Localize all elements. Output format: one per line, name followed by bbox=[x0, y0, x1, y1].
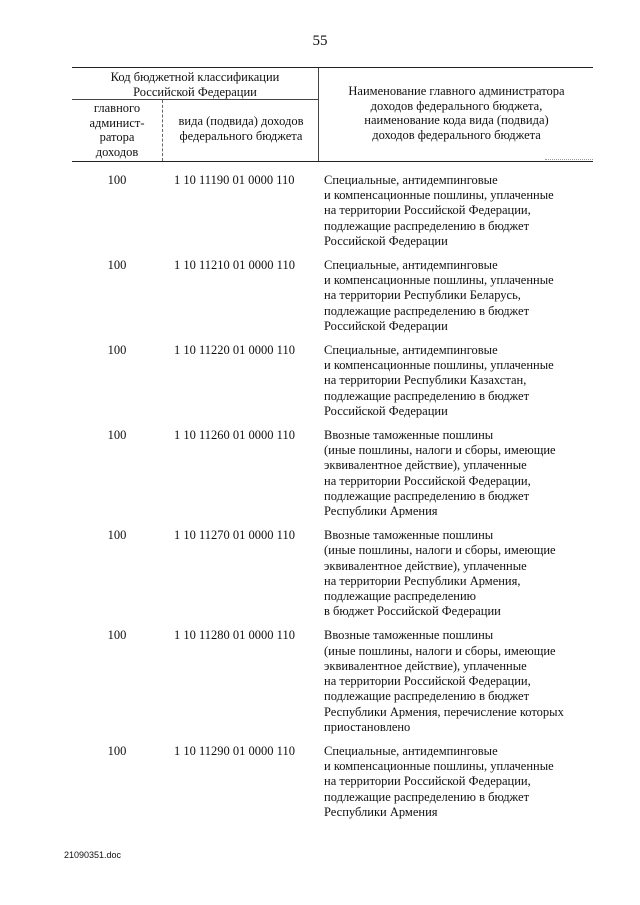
income-name-line: и компенсационные пошлины, уплаченные bbox=[324, 188, 554, 203]
header-divider bbox=[318, 68, 319, 161]
budget-code-cell: 1 10 11190 01 0000 110 bbox=[174, 173, 295, 187]
income-name-line: приостановлено bbox=[324, 719, 411, 734]
income-name-line: подлежащие распределению в бюджет bbox=[324, 789, 530, 804]
income-name-line: и компенсационные пошлины, уплаченные bbox=[324, 358, 554, 373]
income-name-line: на территории Республики Казахстан, bbox=[324, 373, 527, 388]
income-name-line: Российской Федерации bbox=[324, 233, 448, 248]
admin-code-cell: 100 bbox=[107, 743, 127, 758]
page-number: 55 bbox=[312, 33, 328, 49]
income-name-cell bbox=[324, 528, 593, 619]
income-name-cell bbox=[324, 428, 593, 519]
income-name-line: эквивалентное действие), уплаченные bbox=[324, 658, 527, 673]
income-name-line: подлежащие распределению в бюджет bbox=[324, 303, 530, 318]
table-row bbox=[72, 744, 593, 820]
income-name-line: на территории Российской Федерации, bbox=[324, 203, 531, 218]
admin-code-cell: 100 bbox=[107, 258, 127, 273]
admin-code-cell: 100 bbox=[107, 628, 127, 643]
admin-code-cell: 100 bbox=[107, 428, 127, 443]
header-code-group: Код бюджетной классификации Российской Федерации bbox=[110, 70, 280, 99]
table-row bbox=[72, 258, 593, 334]
income-name-line: на территории Российской Федерации, bbox=[324, 473, 531, 488]
budget-code-cell: 1 10 11290 01 0000 110 bbox=[174, 743, 295, 758]
header-subdivider bbox=[72, 99, 318, 100]
income-name-line: эквивалентное действие), уплаченные bbox=[324, 558, 527, 573]
table-row bbox=[72, 343, 593, 419]
income-name-cell bbox=[324, 343, 593, 419]
table-row bbox=[72, 528, 593, 619]
income-name-line: и компенсационные пошлины, уплаченные bbox=[324, 273, 554, 288]
header-subcolumn-divider bbox=[162, 100, 163, 161]
income-name-line: подлежащие распределению в бюджет bbox=[324, 218, 530, 233]
income-name-line: Специальные, антидемпинговые bbox=[324, 173, 498, 187]
budget-code-cell: 1 10 11260 01 0000 110 bbox=[174, 428, 295, 443]
income-name-line: подлежащие распределению в бюджет bbox=[324, 689, 530, 704]
table-body bbox=[72, 173, 593, 829]
income-name-cell bbox=[324, 744, 593, 820]
table-header bbox=[72, 67, 593, 162]
income-name-line: Российской Федерации bbox=[324, 318, 448, 333]
header-kind-column: вида (подвида) доходов федерального бюджета bbox=[178, 114, 304, 143]
budget-code-cell: 1 10 11270 01 0000 110 bbox=[174, 528, 295, 543]
income-name-line: эквивалентное действие), уплаченные bbox=[324, 458, 527, 473]
income-name-line: на территории Республики Беларусь, bbox=[324, 288, 521, 303]
income-name-cell bbox=[324, 628, 593, 734]
income-name-line: Специальные, антидемпинговые bbox=[324, 743, 498, 758]
budget-code-cell: 1 10 11220 01 0000 110 bbox=[174, 343, 295, 358]
income-name-line: на территории Российской Федерации, bbox=[324, 774, 531, 789]
admin-code-cell: 100 bbox=[107, 343, 127, 358]
income-name-line: в бюджет Российской Федерации bbox=[324, 604, 501, 619]
budget-code-cell: 1 10 11280 01 0000 110 bbox=[174, 628, 295, 643]
table-row bbox=[72, 628, 593, 734]
income-name-line: и компенсационные пошлины, уплаченные bbox=[324, 759, 554, 774]
budget-code-cell: 1 10 11210 01 0000 110 bbox=[174, 258, 295, 273]
income-name-line: Республики Армения bbox=[324, 504, 438, 519]
income-name-line: Республики Армения bbox=[324, 804, 438, 819]
income-name-cell bbox=[324, 258, 593, 334]
header-name-column: Наименование главного администратора доходов федерального бюджета, наименование кода вида (подвида) доходов федерального бюджета bbox=[348, 84, 565, 142]
footer-filename: 21090351.doc bbox=[64, 850, 122, 860]
income-name-line: (иные пошлины, налоги и сборы, имеющие bbox=[324, 543, 556, 558]
income-name-line: Ввозные таможенные пошлины bbox=[324, 528, 494, 543]
income-name-line: подлежащие распределению bbox=[324, 589, 476, 604]
income-name-line: подлежащие распределению в бюджет bbox=[324, 488, 530, 503]
income-name-line: Ввозные таможенные пошлины bbox=[324, 428, 494, 443]
admin-code-cell: 100 bbox=[107, 528, 127, 543]
header-tail-mark bbox=[545, 159, 593, 163]
income-name-line: Специальные, антидемпинговые bbox=[324, 258, 498, 273]
income-name-line: Республики Армения, перечисление которых bbox=[324, 704, 564, 719]
income-name-line: на территории Республики Армения, bbox=[324, 573, 521, 588]
table-row bbox=[72, 428, 593, 519]
header-admin-column: главного админист- ратора доходов bbox=[89, 101, 145, 159]
income-name-line: на территории Российской Федерации, bbox=[324, 674, 531, 689]
income-name-line: Специальные, антидемпинговые bbox=[324, 343, 498, 358]
income-name-cell bbox=[324, 173, 593, 249]
income-name-line: Ввозные таможенные пошлины bbox=[324, 628, 494, 643]
admin-code-cell: 100 bbox=[107, 173, 127, 187]
income-name-line: (иные пошлины, налоги и сборы, имеющие bbox=[324, 443, 556, 458]
income-name-line: Российской Федерации bbox=[324, 403, 448, 418]
income-name-line: (иные пошлины, налоги и сборы, имеющие bbox=[324, 643, 556, 658]
table-row bbox=[72, 173, 593, 249]
income-name-line: подлежащие распределению в бюджет bbox=[324, 388, 530, 403]
